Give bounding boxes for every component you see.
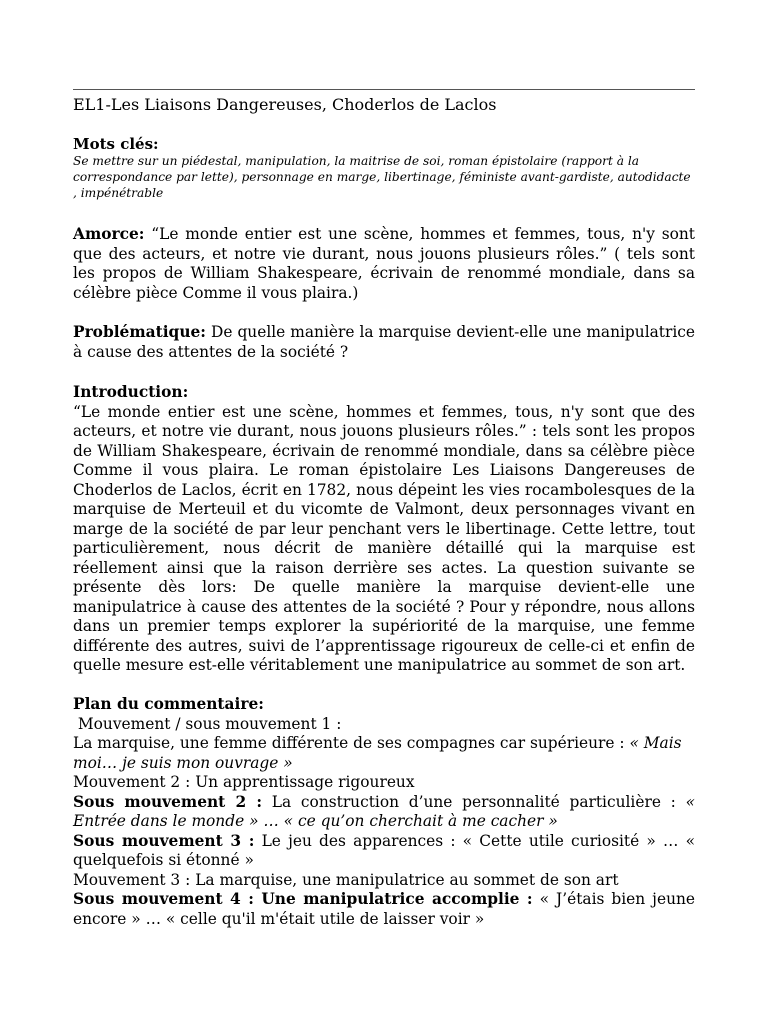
plan-sm2-quote: « Entrée dans le monde » … « ce qu’on cherchait à me cacher »	[73, 792, 695, 830]
plan-section	[73, 695, 695, 929]
plan-m1-heading: Mouvement / sous mouvement 1 :	[73, 714, 342, 733]
introduction-label: Introduction:	[73, 383, 189, 401]
plan-m2-heading: Mouvement 2 : Un apprentissage rigoureux	[73, 773, 415, 791]
amorce-label: Amorce:	[73, 225, 145, 243]
plan-sm2	[73, 793, 695, 832]
plan-sm3-label: Sous mouvement 3 :	[73, 831, 255, 850]
document-title: EL1-Les Liaisons Dangereuses, Choderlos de Laclos	[73, 95, 497, 114]
plan-sm3	[73, 832, 695, 871]
problematique-label: Problématique:	[73, 323, 206, 341]
introduction-text: “Le monde entier est une scène, hommes et femmes, tous, n'y sont que des acteurs, et notre vie durant, nous jouons plusieurs rôles.” : tels sont les propos de William Shakespeare, écrivain de renommé mondiale, dans sa célèbre pièce Comme il vous plaira. Le roman épistolaire Les Liaisons Dangereuses de Choderlos de Laclos, écrit en 1782, nous dépeint les vies rocambolesques de la marquise de Merteuil et du vicomte de Valmont, deux personnages vivant en marge de la société de par leur penchant vers le libertinage. Cette lettre, tout particulièrement, nous décrit de manière détaillé qui la marquise est réellement ainsi que la raison derrière ses actes. La question suivante se présente dès lors: De quelle manière la marquise devient-elle une manipulatrice à cause des attentes de la société ? Pour y répondre, nous allons dans un premier temps explorer la supériorité de la marquise, une femme différente des autres, suivi de l’apprentissage rigoureux de celle-ci et enfin de quelle mesure est-elle véritablement une manipulatrice au sommet de son art.	[73, 402, 695, 674]
plan-sm4	[73, 890, 695, 929]
amorce-text: “Le monde entier est une scène, hommes et femmes, tous, n'y sont que des acteurs, et notre vie durant, nous jouons plusieurs rôles.” ( tels sont les propos de William Shakespeare, écrivain de renommé mondiale, dans sa célèbre pièce Comme il vous plaira.)	[73, 225, 695, 302]
plan-m1-text: La marquise, une femme différente de ses compagnes car supérieure :	[73, 734, 630, 752]
problematique-paragraph	[73, 323, 695, 362]
plan-label: Plan du commentaire:	[73, 695, 264, 713]
keywords-text: Se mettre sur un piédestal, manipulation, la maitrise de soi, roman épistolaire (rapport à la correspondance par lette), personnage en marge, libertinage, féministe avant-gardiste, autodidacte , impénétrable	[73, 154, 691, 200]
keywords-label: Mots clés:	[73, 135, 159, 153]
plan-sm4-label: Sous mouvement 4 : Une manipulatrice accomplie :	[73, 890, 533, 908]
plan-sm2-label: Sous mouvement 2 :	[73, 792, 263, 811]
plan-m1	[73, 734, 695, 773]
amorce-paragraph	[73, 225, 695, 303]
plan-m3-heading: Mouvement 3 : La marquise, une manipulatrice au sommet de son art	[73, 870, 619, 889]
introduction-paragraph	[73, 383, 695, 676]
problematique-text: De quelle manière la marquise devient-elle une manipulatrice à cause des attentes de la société ?	[73, 323, 695, 361]
plan-sm2-text: La construction d’une personnalité particulière :	[262, 792, 686, 811]
plan-sm3-text: Le jeu des apparences : « Cette utile curiosité » … « quelquefois si étonné »	[73, 831, 695, 869]
header-rule	[73, 89, 695, 90]
plan-sm4-text: « J’étais bien jeune encore » … « celle qu'il m'était utile de laisser voir »	[73, 890, 695, 928]
plan-m1-quote: « Mais moi… je suis mon ouvrage »	[73, 734, 682, 772]
